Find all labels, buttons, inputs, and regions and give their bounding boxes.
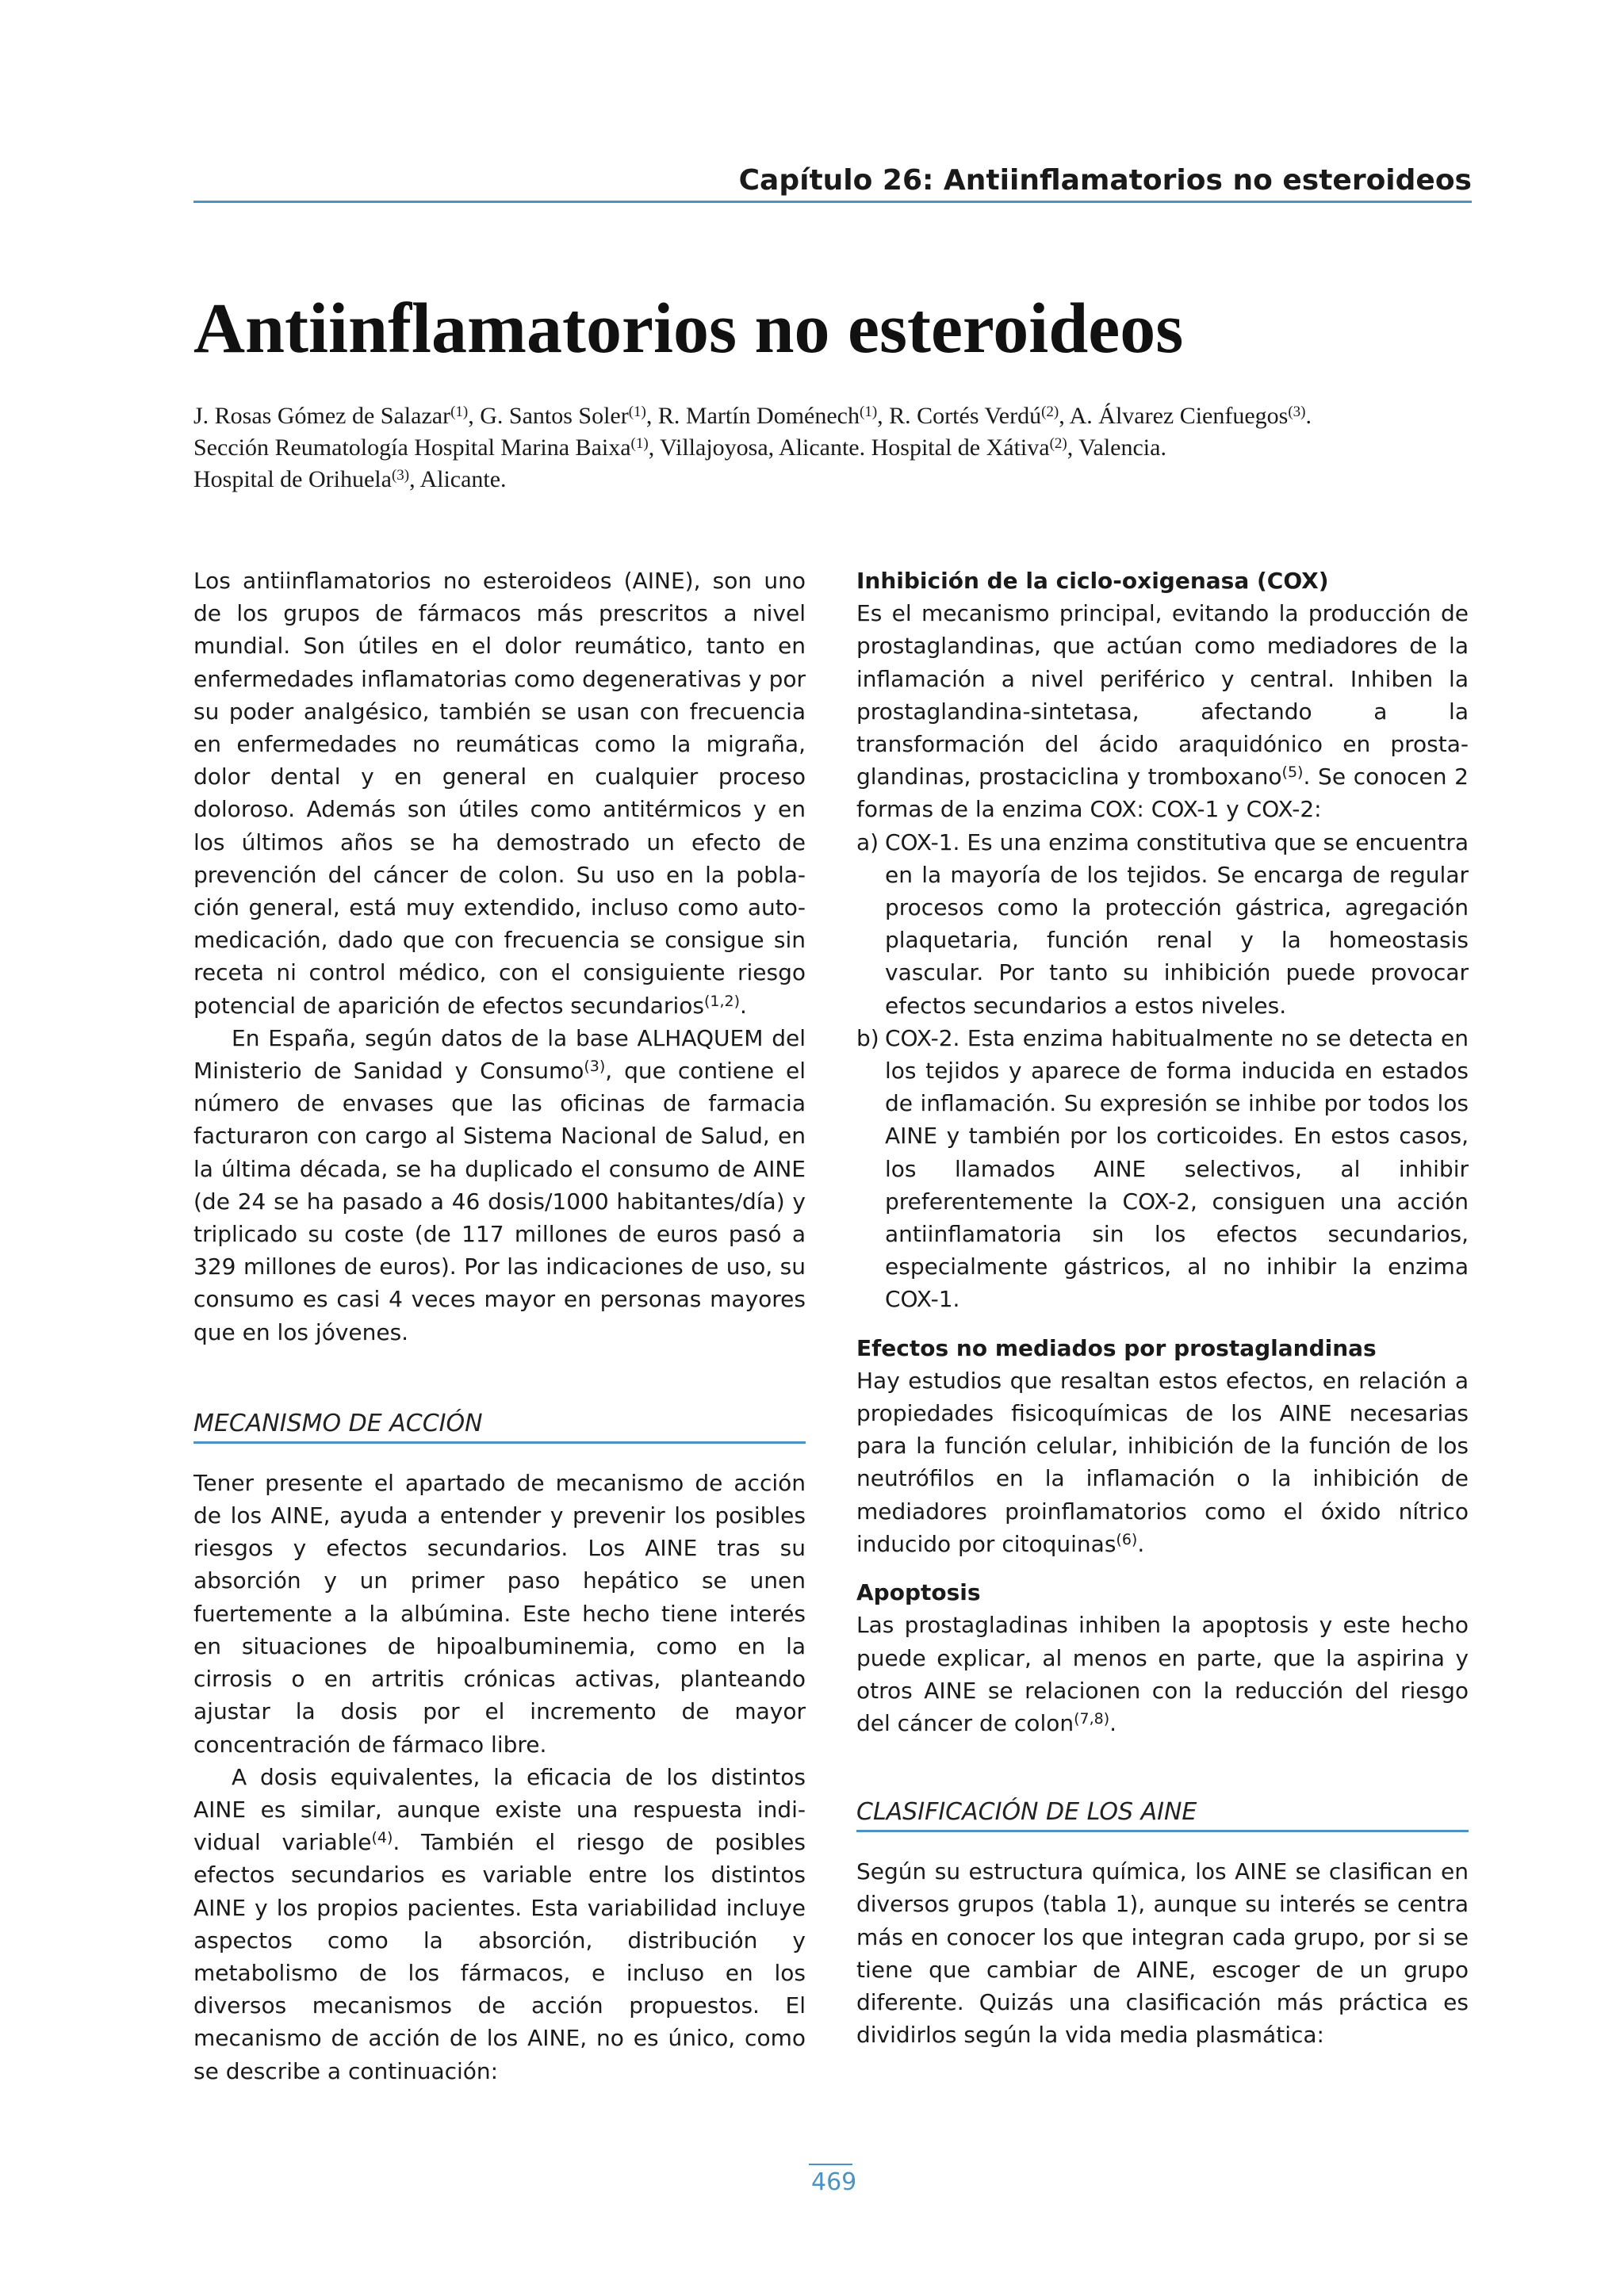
paragraph: Tener presente el apartado de mecanismo de acción de los AINE, ayuda a entender y prevenir los posibles riesgos y efectos secundarios. Los AINE tras su absorción y un primer paso hepático se unen fuertemente a la albúmina. Este hecho tiene interés en situaciones de hipoalbuminemia, como en la cirrosis o en artritis crónicas activas, planteando ajustar la dosis por el incremento de mayor concentración de fármaco libre.	[193, 1469, 806, 1758]
author-name: , R. Cortés Verdú	[877, 403, 1042, 429]
list-item	[856, 826, 1469, 1022]
citation-ref: (7,8)	[1074, 1709, 1110, 1728]
citation-ref: (3)	[584, 1058, 606, 1076]
page-number: 469	[811, 2168, 857, 2196]
affiliation-ref: (2)	[1041, 404, 1059, 420]
paragraph-text: Los antiinflamatorios no esteroideos (AINE), son uno de los grupos de fármacos más prescritos a nivel mundial. Son útiles en el dolor reumático, tanto en enfermedades inflamatorias como degenerativas y por su poder analgésico, también se usan con frecuencia en enfermedades no reumáticas como la migraña, dolor dental y en general en cualquier proceso doloroso. Además son útiles como antitérmicos y en los últimos años se ha demostrado un efecto de prevención del cáncer de colon. Su uso en la población general, está muy extendido, incluso como automedicación, dado que con frecuencia se consigue sin receta ni control médico, con el consiguiente riesgo potencial de aparición de efectos secundarios	[193, 568, 806, 1019]
affiliation-ref: (1)	[860, 404, 878, 420]
list-item-text: COX-1. Es una enzima constitutiva que se encuentra en la mayoría de los tejidos. Se encarga de regular procesos como la protección gástrica, agregación plaquetaria, función renal y la homeostasis vascular. Por tanto su inhibición puede provocar efectos secundarios a estos niveles.	[885, 828, 1469, 1019]
paragraph	[193, 1022, 806, 1349]
affiliation-ref: (3)	[391, 467, 410, 484]
paragraph-text: En España, según datos de la base ALHAQUEM del Ministerio de Sanidad y Consumo	[193, 1024, 806, 1085]
paragraph-text: .	[740, 992, 747, 1019]
affiliation-text: Hospital de Orihuela	[193, 466, 392, 492]
subheading-cox: Inhibición de la ciclo-oxigenasa (COX)	[856, 568, 1329, 594]
paragraph-text: .	[1109, 1709, 1117, 1736]
right-column	[856, 564, 1469, 2051]
left-column	[193, 564, 806, 2087]
paragraph-text: .	[1137, 1530, 1145, 1557]
paragraph-text: . Se conocen 2 formas de la enzima COX: COX-1 y COX-2:	[856, 763, 1469, 823]
affiliation-text: , Valencia.	[1067, 434, 1166, 461]
paragraph-text: . También el riesgo de posibles efectos secundarios es variable entre los distintos AINE y los propios pacientes. Esta variabilidad incluye aspectos como la absorción, distribución y metabolismo de los fármacos, e incluso en los diversos mecanismos de acción propuestos. El mecanismo de acción de los AINE, no es único, como se describe a continuación:	[193, 1829, 806, 2084]
affiliations-line	[193, 432, 1502, 464]
affiliations-line	[193, 464, 1502, 496]
citation-ref: (5)	[1281, 763, 1304, 782]
section-heading-clasificacion: CLASIFICACIÓN DE LOS AINE	[856, 1797, 1469, 1832]
authors-line	[193, 400, 1502, 432]
paragraph: Según su estructura química, los AINE se clasifican en diversos grupos (tabla 1), aunque su interés se centra más en conocer los que integran cada grupo, por si se tiene que cambiar de AINE, escoger de un grupo diferente. Quizás una clasificación más práctica es dividirlos según la vida media plasmática:	[856, 1858, 1469, 2049]
header-rule	[193, 201, 1472, 203]
paragraph	[193, 564, 806, 1022]
paragraph	[856, 1364, 1469, 1560]
paragraph	[856, 1609, 1469, 1739]
paragraph	[193, 1761, 806, 2087]
paragraph-text: Es el mecanismo principal, evitando la producción de prostaglandinas, que actúan como mediadores de la inflamación a nivel periférico y central. Inhiben la prostaglandina-sintetasa, afectando a la transformación del ácido araquidónico en prostaglandinas, prostaciclina y tromboxano	[856, 600, 1469, 790]
affiliation-ref: (2)	[1049, 435, 1067, 452]
citation-ref: (6)	[1116, 1530, 1138, 1548]
author-name: , R. Martín Doménech	[645, 403, 860, 429]
paragraph-text: Las prostagladinas inhiben la apoptosis y este hecho puede explicar, al menos en parte, que la aspirina y otros AINE se relacionen con la reducción del riesgo del cáncer de colon	[856, 1612, 1469, 1736]
list-item	[856, 1022, 1469, 1316]
citation-ref: (1,2)	[703, 992, 740, 1010]
list-marker: b)	[856, 1024, 879, 1051]
article-title: Antiinflamatorios no esteroideos	[193, 289, 1184, 368]
affiliation-text: , Alicante.	[409, 466, 507, 492]
list-item-text: COX-2. Esta enzima habitualmente no se detecta en los tejidos y aparece de forma inducida en estados de inflamación. Su expresión se inhibe por todos los AINE y también por los corticoides. En estos casos, los llamados AINE selectivos, al inhibir preferentemente la COX-2, consiguen una acción antiinflamatoria sin los efectos secundarios, especialmente gástricos, al no inhibir la enzima COX-1.	[885, 1024, 1469, 1313]
subheading-apoptosis: Apoptosis	[856, 1579, 981, 1606]
affiliation-ref: (3)	[1288, 404, 1306, 420]
subheading-efectos: Efectos no mediados por prostaglandinas	[856, 1334, 1377, 1361]
affiliation-ref: (1)	[450, 404, 469, 420]
paragraph	[856, 597, 1469, 825]
affiliation-ref: (1)	[630, 435, 649, 452]
paragraph-text: Hay estudios que resaltan estos efectos, en relación a propiedades fisicoquímicas de los AINE necesarias para la función celular, inhibición de la función de los neutrófilos en la inflamación o la inhibición de mediadores proinflamatorios como el óxido nítrico inducido por citoquinas	[856, 1367, 1469, 1557]
affiliation-text: Sección Reumatología Hospital Marina Baixa	[193, 434, 631, 461]
punctuation: .	[1305, 403, 1312, 429]
authors-block	[193, 400, 1502, 496]
page-number-rule	[809, 2164, 852, 2165]
author-name: , A. Álvarez Cienfuegos	[1059, 403, 1289, 429]
citation-ref: (4)	[371, 1829, 393, 1847]
section-heading-mecanismo: MECANISMO DE ACCIÓN	[193, 1408, 806, 1444]
affiliation-ref: (1)	[628, 404, 646, 420]
chapter-header: Capítulo 26: Antiinflamatorios no esteroideos	[738, 164, 1472, 197]
author-name: J. Rosas Gómez de Salazar	[193, 403, 451, 429]
author-name: , G. Santos Soler	[468, 403, 629, 429]
paragraph-text: , que contiene el número de envases que las oficinas de farmacia facturaron con cargo al Sistema Nacional de Salud, en la última década, se ha duplicado el consumo de AINE (de 24 se ha pasado a 46 dosis/1000 habitantes/día) y triplicado su coste (de 117 millones de euros pasó a 329 millones de euros). Por las indicaciones de uso, su consumo es casi 4 veces mayor en personas mayores que en los jóvenes.	[193, 1058, 806, 1345]
affiliation-text: , Villajoyosa, Alicante. Hospital de Xátiva	[648, 434, 1050, 461]
list-marker: a)	[856, 828, 879, 855]
paragraph-text: A dosis equivalentes, la eficacia de los distintos AINE es similar, aunque existe una respuesta individual variable	[193, 1763, 806, 1856]
